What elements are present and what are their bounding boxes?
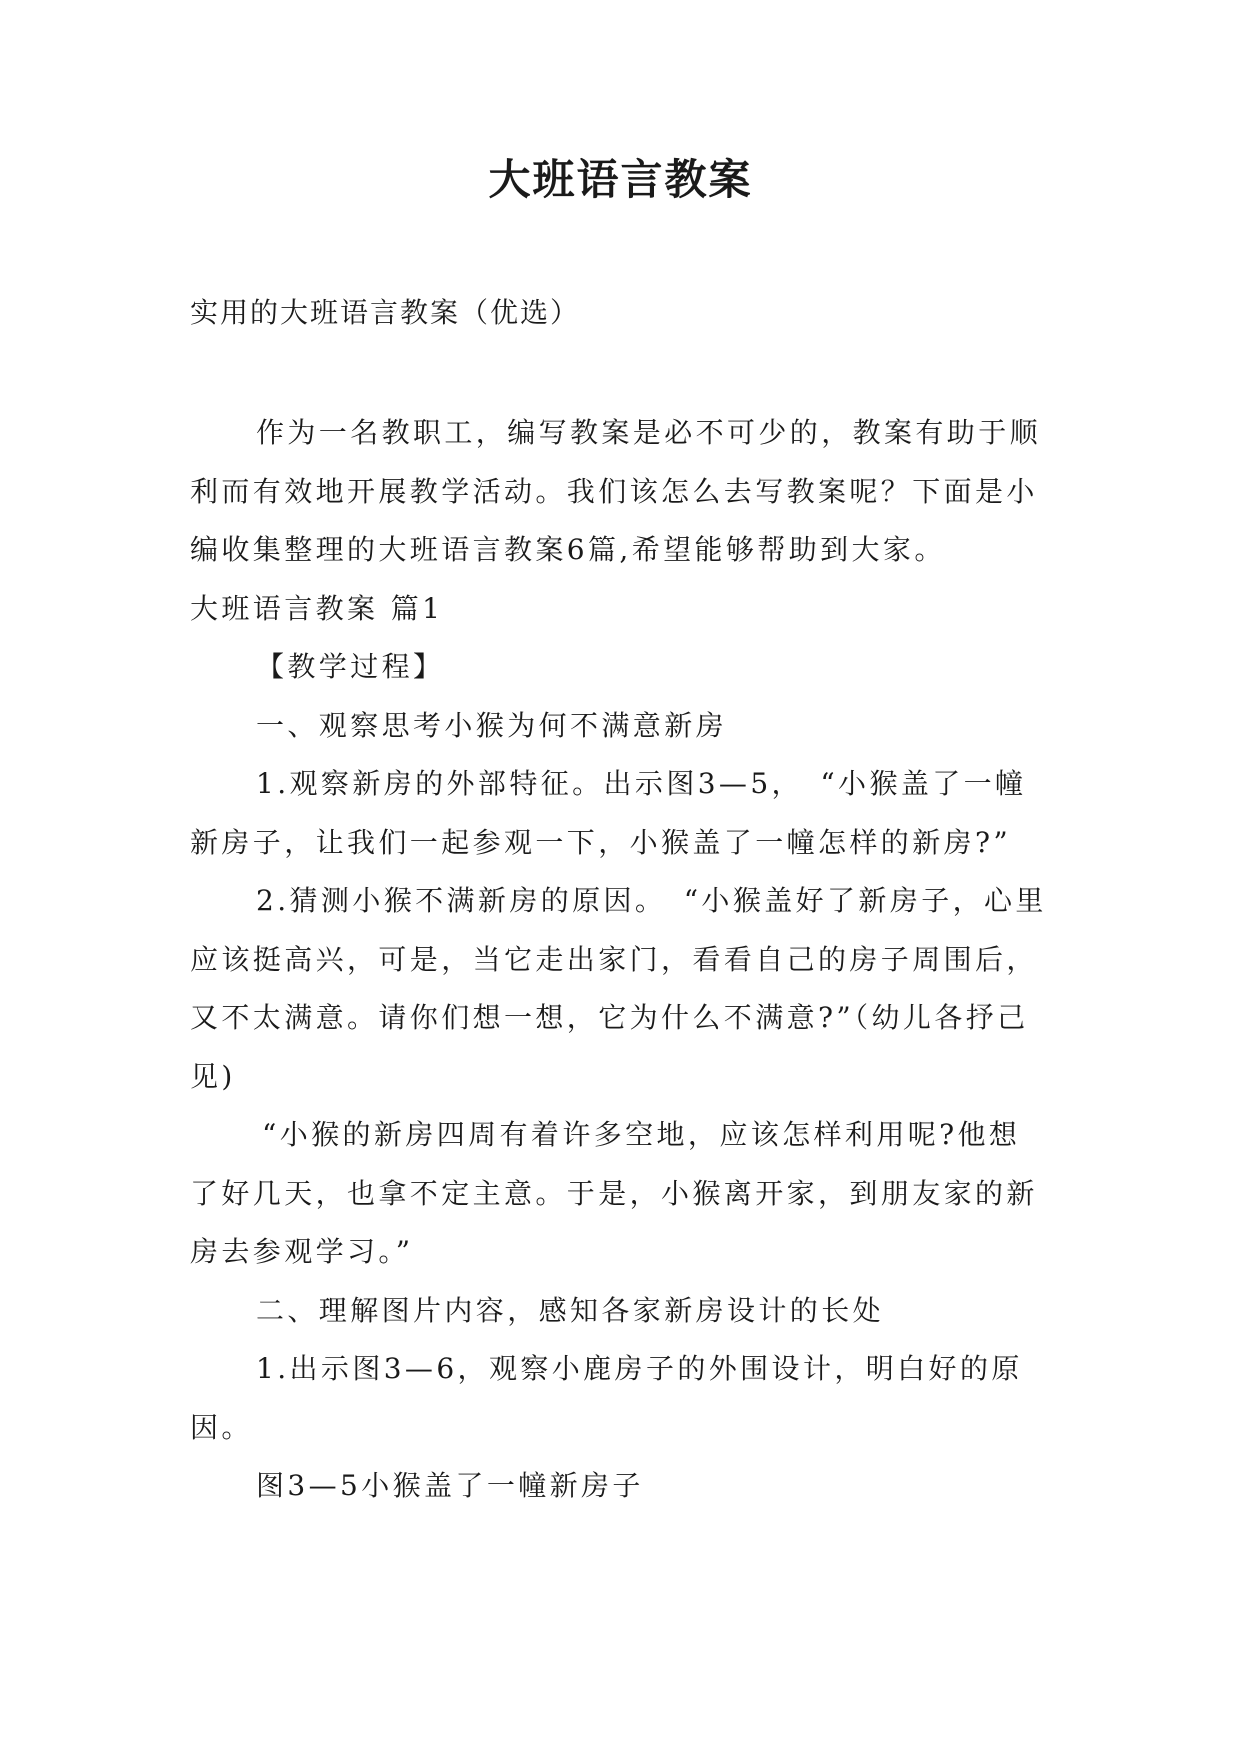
teaching-process-heading: 【教学过程】 — [256, 650, 445, 683]
step-one-heading: 一、观察思考小猴为何不满意新房 — [256, 708, 728, 742]
document-title: 大班语言教案 — [488, 155, 753, 204]
paragraph-observe-house: 1.观察新房的外部特征。出示图3—5， “小猴盖了一幢新房子，让我们一起参观一下，小猴盖了一幢怎样的新房?” — [190, 767, 1027, 859]
paragraph-quote: “小猴的新房四周有着许多空地，应该怎样利用呢?他想了好几天，也拿不定主意。于是，小猴离开家，到朋友家的新房去参观学习。” — [190, 1118, 1038, 1268]
document-subtitle: 实用的大班语言教案（优选） — [190, 296, 581, 329]
figure-caption: 图3—5小猴盖了一幢新房子 — [256, 1469, 644, 1502]
paragraph-deer-house: 1.出示图3—6，观察小鹿房子的外围设计，明白好的原因。 — [190, 1352, 1023, 1444]
intro-paragraph: 作为一名教职工，编写教案是必不可少的，教案有助于顺利而有效地开展教学活动。我们该怎么去写教案呢？下面是小编收集整理的大班语言教案6篇,希望能够帮助到大家。 — [190, 416, 1042, 566]
step-two-heading: 二、理解图片内容，感知各家新房设计的长处 — [256, 1293, 885, 1327]
section-heading: 大班语言教案 篇1 — [190, 591, 444, 625]
document-body — [190, 404, 1050, 1516]
paragraph-guess-reason: 2.猜测小猴不满新房的原因。 “小猴盖好了新房子，心里应该挺高兴，可是，当它走出家门，看看自己的房子周围后，又不太满意。请你们想一想，它为什么不满意?”（幼儿各抒己见) — [190, 884, 1047, 1093]
